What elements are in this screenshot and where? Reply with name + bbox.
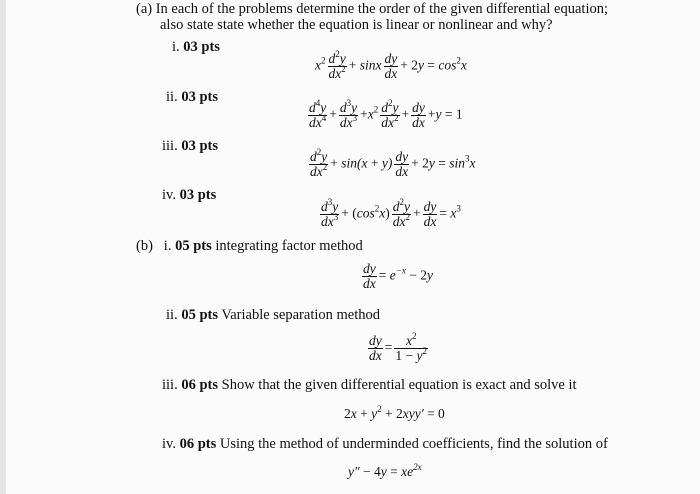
part-b-label: (b) (136, 238, 153, 254)
b3-points: 06 pts (181, 377, 219, 393)
equation-b2: $\frac{dy}{dx}$ = $\frac{x^2}{1 - y^2}$ (369, 331, 427, 363)
fraction: $\frac{dy}{dx}$ (423, 199, 437, 229)
part-a-label: (a) (136, 1, 153, 17)
b1-points: 05 pts (175, 238, 212, 254)
b3-description: Show that the given differential equation is exact and solve it (221, 377, 577, 393)
fraction: $\frac{dy}{dx}$ (369, 333, 382, 363)
fraction: $\frac{d^2y}{dx^2}$ (328, 49, 346, 81)
fraction: $\frac{dy}{dx}$ (384, 51, 398, 81)
equation-a3: $\frac{d^2y}{dx^2}$ + sin(x + y) $\frac{dy}{dx}$ + $2y = \sin^3x$ (310, 147, 476, 179)
a2-points: 03 pts (181, 89, 218, 105)
fraction: $\frac{d^2y}{dx^2}$ (381, 98, 399, 130)
equation-b3: $2x + y^2 + 2xyy' = 0$ (344, 404, 445, 421)
equation-a1: $x^2$ $\frac{d^2y}{dx^2}$ + sinx $\frac{dy}{dx}$ + $2y = \cos^2x$ (315, 49, 467, 81)
b1-number: i. (163, 238, 172, 254)
equation-b4: $y'' - 4y = xe^{2x}$ (348, 462, 422, 479)
fraction: $\frac{dy}{dx}$ (412, 100, 425, 130)
a4-points: 03 pts (179, 187, 217, 203)
equation-b1: $\frac{dy}{dx}$ = $e^{-x} - 2y$ (363, 261, 433, 291)
fraction: $\frac{d^2y}{dx^2}$ (310, 147, 328, 179)
a3-number: iii. (162, 138, 178, 154)
b2-number: ii. (166, 307, 178, 323)
equation-a4: $\frac{d^3y}{dx^3}$ + $(\cos^2x)$ $\frac{d^2y}{dx^2}$ + $\frac{dy}{dx}$ = $x^3$ (321, 197, 461, 229)
a3-heading (162, 137, 218, 155)
b2-heading (166, 306, 380, 324)
b4-number: iv. (162, 436, 176, 452)
b1-description: integrating factor method (215, 238, 363, 254)
part-a-line1: In each of the problems determine the order of the given differential equation; (155, 1, 609, 17)
fraction: $\frac{dy}{dx}$ (363, 261, 376, 291)
fraction: $\frac{d^3y}{dx^3}$ (321, 197, 339, 229)
b3-heading (162, 376, 577, 394)
b3-number: iii. (162, 377, 178, 393)
page-edge (0, 0, 6, 494)
b4-heading (162, 435, 608, 453)
fraction: $\frac{x^2}{1 - y^2}$ (395, 331, 427, 363)
b1-heading (136, 237, 363, 255)
b4-points: 06 pts (179, 436, 217, 452)
a4-heading (162, 186, 216, 204)
a3-points: 03 pts (181, 138, 219, 154)
a2-heading (166, 88, 218, 106)
fraction: $\frac{d^4y}{dx^4}$ (309, 98, 327, 130)
a1-points: 03 pts (183, 39, 220, 55)
fraction: $\frac{d^3y}{dx^3}$ (339, 98, 358, 130)
a1-heading (172, 38, 220, 56)
a1-number: i. (172, 39, 180, 55)
b2-points: 05 pts (181, 307, 218, 323)
b4-description: Using the method of underminded coefficients, find the solution of (219, 436, 608, 452)
a4-number: iv. (162, 187, 176, 203)
equation-a2: $\frac{d^4y}{dx^4}$ + $\frac{d^3y}{dx^3}$ $+x^2$ $\frac{d^2y}{dx^2}$ + $\frac{dy}{dx}$ +y = 1 (309, 98, 463, 130)
b2-description: Variable separation method (221, 307, 380, 323)
fraction: $\frac{dy}{dx}$ (395, 149, 409, 179)
part-a-line2: also state state whether the equation is linear or nonlinear and why? (160, 17, 553, 33)
a2-number: ii. (166, 89, 178, 105)
fraction: $\frac{d^2y}{dx^2}$ (392, 197, 410, 229)
